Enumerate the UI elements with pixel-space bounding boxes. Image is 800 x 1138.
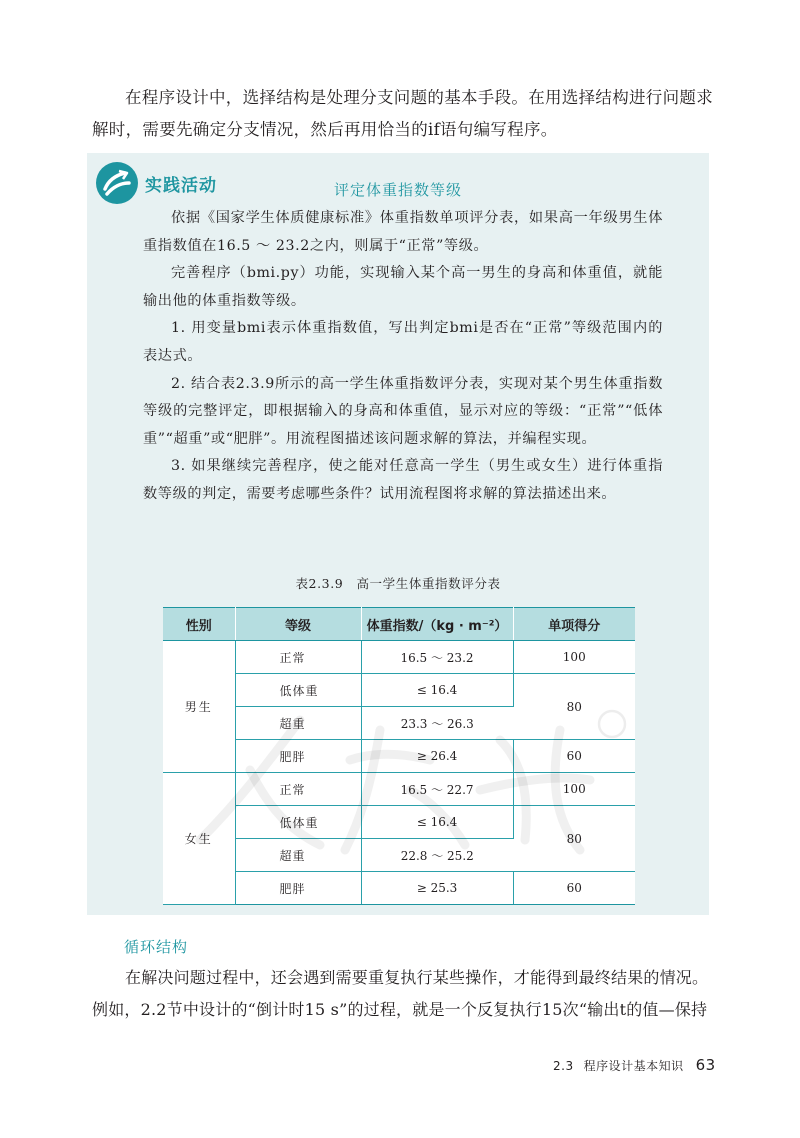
intro-paragraph: 在程序设计中，选择结构是处理分支问题的基本手段。在用选择结构进行问题求解时，需要先确定分支情况，然后再用恰当的if语句编写程序。 (92, 88, 713, 139)
bmi-range-cell: ≥ 26.4 (361, 740, 513, 773)
bmi-range-cell: 22.8 ～ 25.2 (361, 839, 513, 872)
footer-section-number: 2.3 (553, 1059, 574, 1073)
page-footer (553, 1056, 716, 1074)
page-number: 63 (695, 1056, 716, 1074)
footer-section-title: 程序设计基本知识 (583, 1059, 684, 1073)
activity-paragraph: 完善程序（bmi.py）功能，实现输入某个高一男生的身高和体重值，就能输出他的体重指数等级。 (143, 265, 663, 309)
score-cell: 60 (513, 740, 635, 773)
activity-paragraph: 依据《国家学生体质健康标准》体重指数单项评分表，如果高一年级男生体重指数值在16.5 ～ 23.2之内，则属于“正常”等级。 (143, 210, 663, 254)
bmi-range-cell: ≤ 16.4 (361, 806, 513, 839)
level-cell: 超重 (235, 707, 361, 740)
section-paragraph: 在解决问题过程中，还会遇到需要重复执行某些操作，才能得到最终结果的情况。例如，2.2节中设计的“倒计时15 s”的过程，就是一个反复执行15次“输出t的值—保持 (92, 968, 709, 1019)
bmi-range-cell: 23.3 ～ 26.3 (361, 707, 513, 740)
table-row (163, 641, 635, 674)
table-caption: 表2.3.9 高一学生体重指数评分表 (295, 576, 501, 591)
level-cell: 肥胖 (235, 872, 361, 905)
bmi-range-cell: 16.5 ～ 22.7 (361, 773, 513, 806)
practice-activity-panel (87, 153, 709, 915)
score-cell: 100 (513, 641, 635, 674)
bmi-range-cell: ≤ 16.4 (361, 674, 513, 707)
level-cell: 低体重 (235, 674, 361, 707)
bmi-score-table (163, 607, 635, 905)
score-cell: 60 (513, 872, 635, 905)
level-cell: 肥胖 (235, 740, 361, 773)
score-cell: 80 (513, 674, 635, 740)
bmi-range-cell: ≥ 25.3 (361, 872, 513, 905)
table-row (163, 773, 635, 806)
level-cell: 正常 (235, 773, 361, 806)
level-cell: 超重 (235, 839, 361, 872)
sex-cell: 女生 (163, 773, 235, 905)
activity-subtitle: 评定体重指数等级 (333, 181, 462, 199)
sex-cell: 男生 (163, 641, 235, 773)
score-cell: 100 (513, 773, 635, 806)
activity-title: 实践活动 (145, 175, 217, 196)
header-bmi: 体重指数/（kg · m⁻²） (361, 608, 513, 641)
activity-paragraph: 2. 结合表2.3.9所示的高一学生体重指数评分表，实现对某个男生体重指数等级的完整评定，即根据输入的身高和体重值，显示对应的等级：“正常”“低体重”“超重”或“肥胖”。用流程图描述该问题求解的算法，并编程实现。 (143, 375, 663, 447)
activity-paragraph: 3. 如果继续完善程序，使之能对任意高一学生（男生或女生）进行体重指数等级的判定，需要考虑哪些条件？试用流程图将求解的算法描述出来。 (143, 458, 663, 502)
header-sex: 性别 (163, 608, 235, 641)
activity-paragraph: 1. 用变量bmi表示体重指数值，写出判定bmi是否在“正常”等级范围内的表达式。 (143, 320, 663, 364)
level-cell: 低体重 (235, 806, 361, 839)
section-heading: 循环结构 (124, 938, 189, 956)
score-cell: 80 (513, 806, 635, 872)
activity-body (143, 205, 663, 509)
level-cell: 正常 (235, 641, 361, 674)
header-level: 等级 (235, 608, 361, 641)
table-header-row (163, 608, 635, 641)
bmi-range-cell: 16.5 ～ 23.2 (361, 641, 513, 674)
header-score: 单项得分 (513, 608, 635, 641)
